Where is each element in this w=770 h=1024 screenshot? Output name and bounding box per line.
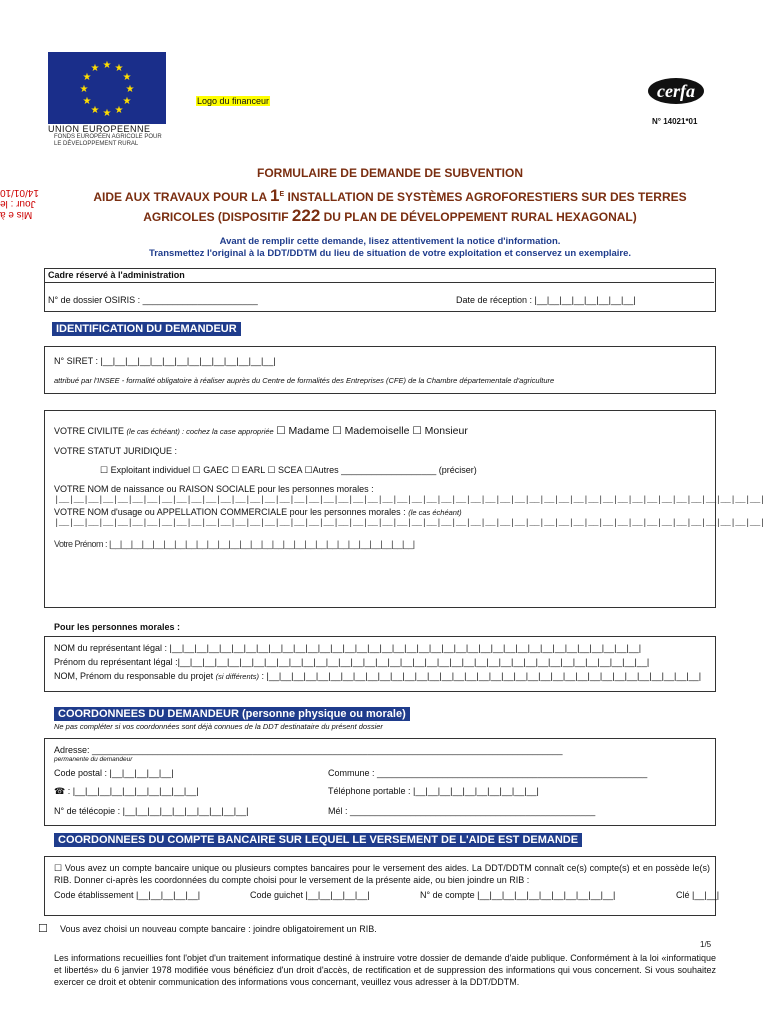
reception-date-field[interactable]: Date de réception : |__|__|__|__|__|__|__|__| [456,295,636,305]
code-guichet-field[interactable]: Code guichet |__|__|__|__|__| [250,890,370,900]
siret-note: attribué par l'INSEE - formalité obligatoire à réaliser auprès du Centre de formalités des Entreprises (CFE) de la Chambre départementale d'agriculture [54,376,555,385]
eu-sublabel: FONDS EUROPÉEN AGRICOLE POUR LE DÉVELOPPEMENT RURAL [54,134,162,147]
svg-text:★: ★ [102,108,112,119]
cle-field[interactable]: Clé |__|__| [676,890,720,900]
osiris-field[interactable]: N° de dossier OSIRIS : _______________________ [48,295,258,305]
code-etablissement-field[interactable]: Code établissement |__|__|__|__|__| [54,890,201,900]
svg-text:★: ★ [90,63,100,74]
adresse-field[interactable]: Adresse: ______________________________________________________________________________________________ [54,745,563,755]
nom-field[interactable]: |__|__|__|__|__|__|__|__|__|__|__|__|__|__|__|__|__|__|__|__|__|__|__|__|__|__|__|__|__|__|__|__|__|__|__|__|__|__|__|__|__|__|__|__|__|__|__|__| [54,495,765,505]
eu-label: UNION EUROPEENNE [48,124,151,134]
section-banque: COORDONNEES DU COMPTE BANCAIRE SUR LEQUEL LE VERSEMENT DE L'AIDE EST DEMANDE [54,833,582,847]
svg-text:★: ★ [79,84,89,95]
morales-title: Pour les personnes morales : [54,622,181,632]
svg-text:★: ★ [125,84,135,95]
statut-label: VOTRE STATUT JURIDIQUE : [54,446,178,456]
prenom-field[interactable]: Votre Prénom : |__|__|__|__|__|__|__|__|__|__|__|__|__|__|__|__|__|__|__|__|__|__|__|__|__|__|__|__| [54,539,415,549]
form-title: FORMULAIRE DE DEMANDE DE SUBVENTION [256,166,523,180]
cerfa-logo: cerfa [648,78,704,104]
form-subtitle-2: AGRICOLES (DISPOSITIF 222 DU PLAN DE DÉVELOPPEMENT RURAL HEXAGONAL) [143,206,637,225]
siret-box [44,346,716,394]
side-note-text: Mis e à Jour : le 14/01/10 [0,187,39,220]
bank-option-1[interactable]: ☐ Vous avez un compte bancaire unique ou plusieurs comptes bancaires pour le versement des aides. La DDT/DDTM connaît ce(s) compte(s) et en possède le(s) RIB. Donner ci-après les coordonnées du compte choisi pour le versement de la présente aide, ou bien joindre un RIB : [54,863,710,885]
svg-text:★: ★ [122,72,132,83]
rep-nom-field[interactable]: NOM du représentant légal : |__|__|__|__|__|__|__|__|__|__|__|__|__|__|__|__|__|__|__|__|__|__|__|__|__|__|__|__|__|__|__|__|__|__|__|__|__|__| [54,643,642,653]
tel-field[interactable]: ☎ : |__|__|__|__|__|__|__|__|__|__| [54,786,199,796]
usage-label: VOTRE NOM d'usage ou APPELLATION COMMERCIALE pour les personnes morales : (le cas échéant) [54,507,462,517]
svg-text:★: ★ [90,105,100,116]
svg-text:★: ★ [82,96,92,107]
privacy-notice: Les informations recueillies font l'objet d'un traitement informatique destiné à instruire votre dossier de demande d'aide publique. Conformément à la loi «informatique et libertés» du 6 janvier 1978 modifiée vous bénéficiez d'un droit d'accès, de rectification et de suppression des informations qui vous concernent. Si vous souhaitez exercer ce droit et obtenir communication des informations vous concernant, veuillez vous adresser à la DDT/DDTM. [54,953,716,987]
resp-field[interactable]: NOM, Prénom du responsable du projet (si différents) : |__|__|__|__|__|__|__|__|__|__|__|__|__|__|__|__|__|__|__|__|__|__|__|__|__|__|__|__|__|__|__|__|__|__|__| [54,671,702,681]
eu-flag [48,52,166,124]
statut-options[interactable]: ☐ Exploitant individuel ☐ GAEC ☐ EARL ☐ SCEA ☐Autres ___________________ (préciser) [100,465,477,475]
svg-text:★: ★ [114,63,124,74]
page-number: 1/5 [700,940,712,949]
civilite-row: VOTRE CIVILITE (le cas échéant) : cochez la case appropriée ☐ Madame ☐ Mademoiselle ☐ Monsieur [54,425,468,437]
section-coordonnees: COORDONNEES DU DEMANDEUR (personne physique ou morale) [54,707,410,721]
svg-text:★: ★ [102,60,112,71]
portable-field[interactable]: Téléphone portable : |__|__|__|__|__|__|__|__|__|__| [328,786,539,796]
compte-field[interactable]: N° de compte |__|__|__|__|__|__|__|__|__|__|__| [420,890,616,900]
svg-text:★: ★ [82,72,92,83]
svg-text:★: ★ [114,105,124,116]
instruction-1: Avant de remplir cette demande, lisez attentivement la notice d'information. [219,236,561,247]
commune-field[interactable]: Commune : ______________________________________________________ [328,768,648,778]
new-account-label: Vous avez choisi un nouveau compte bancaire : joindre obligatoirement un RIB. [60,924,377,934]
cerfa-number: N° 14021*01 [652,117,698,126]
usage-field[interactable]: |__|__|__|__|__|__|__|__|__|__|__|__|__|__|__|__|__|__|__|__|__|__|__|__|__|__|__|__|__|__|__|__|__|__|__|__|__|__|__|__|__|__|__|__|__|__|__|__| [54,518,765,528]
svg-text:★: ★ [122,96,132,107]
instruction-2: Transmettez l'original à la DDT/DDTM du lieu de situation de votre exploitation et conservez un exemplaire. [148,248,632,259]
admin-title: Cadre réservé à l'administration [48,270,185,280]
new-account-checkbox[interactable]: ☐ [38,923,48,935]
mel-field[interactable]: Mél : _________________________________________________ [328,806,596,816]
fax-field[interactable]: N° de télécopie : |__|__|__|__|__|__|__|__|__|__| [54,806,249,816]
cp-field[interactable]: Code postal : |__|__|__|__|__| [54,768,174,778]
eu-stars-icon [48,52,166,124]
civilite-options[interactable]: ☐ Madame ☐ Mademoiselle ☐ Monsieur [276,425,468,437]
form-subtitle-1: AIDE AUX TRAVAUX POUR LA $1^E$ INSTALLATION DE SYSTÈMES AGROFORESTIERS SUR DES TERRES [93,186,687,205]
section-identification: IDENTIFICATION DU DEMANDEUR [52,322,241,336]
rep-prenom-field[interactable]: Prénom du représentant légal :|__|__|__|__|__|__|__|__|__|__|__|__|__|__|__|__|__|__|__|__|__|__|__|__|__|__|__|__|__|__|__|__|__|__|__|__|__|__| [54,657,650,667]
adresse-note: permanente du demandeur [54,756,133,763]
siret-field[interactable]: N° SIRET : |__|__|__|__|__|__|__|__|__|__|__|__|__|__| [54,356,276,366]
logo-financeur: Logo du financeur [197,96,270,106]
coord-note: Ne pas compléter si vos coordonnées sont déjà connues de la DDT destinataire du présent dossier [54,722,383,731]
nom-label: VOTRE NOM de naissance ou RAISON SOCIALE pour les personnes morales : [54,484,374,494]
